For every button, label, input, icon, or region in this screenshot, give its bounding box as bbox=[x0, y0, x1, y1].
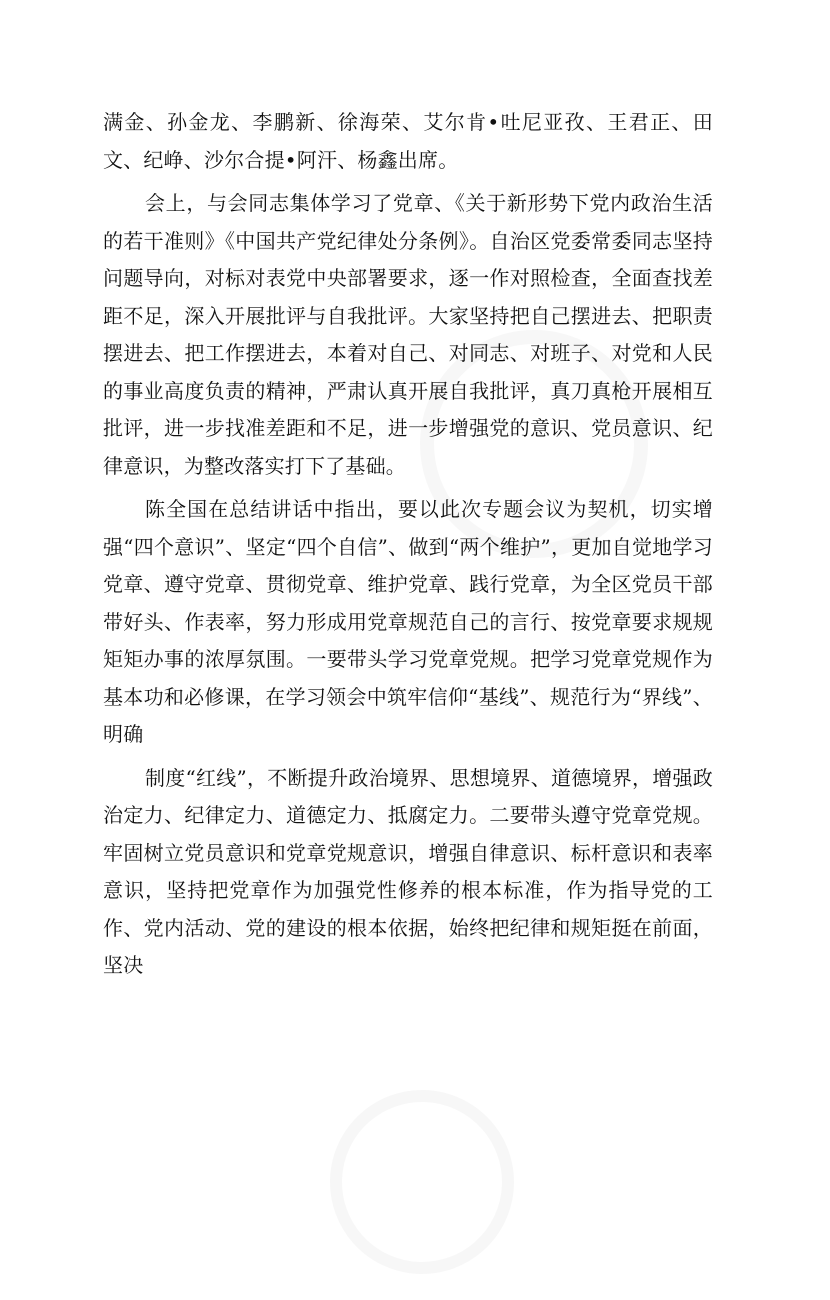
paragraph-red-line: 制度“红线”，不断提升政治境界、思想境界、道德境界，增强政治定力、纪律定力、道德定力、抵腐定力。二要带头遵守党章党规。牢固树立党员意识和党章党规意识，增强自律意识、标杆意识和表率意识，坚持把党章作为加强党性修养的根本标准，作为指导党的工作、党内活动、党的建设的根本依据，始终把纪律和规矩挺在前面，坚决 bbox=[103, 765, 713, 977]
watermark-seal-bottom bbox=[304, 1064, 540, 1300]
paragraph-meeting-study: 会上，与会同志集体学习了党章、《关于新形势下党内政治生活的若干准则》《中国共产党纪律处分条例》。自治区党委常委同志坚持问题导向，对标对表党中央部署要求，逐一作对照检查，全面查找差距不足，深入开展批评与自我批评。大家坚持把自己摆进去、把职责摆进去、把工作摆进去，本着对自己、对同志、对班子、对党和人民的事业高度负责的精神，严肃认真开展自我批评，真刀真枪开展相互批评，进一步找准差距和不足，进一步增强党的意识、党员意识、纪律意识，为整改落实打下了基础。 bbox=[103, 191, 713, 478]
document-body bbox=[103, 104, 713, 991]
paragraph-attendees: 满金、孙金龙、李鹏新、徐海荣、艾尔肯•吐尼亚孜、王君正、田文、纪峥、沙尔合提•阿汗、杨鑫出席。 bbox=[103, 110, 713, 172]
paragraph-summary-speech: 陈全国在总结讲话中指出，要以此次专题会议为契机，切实增强“四个意识”、坚定“四个自信”、做到“两个维护”，更加自觉地学习党章、遵守党章、贯彻党章、维护党章、践行党章，为全区党员干部带好头、作表率，努力形成用党章规范自己的言行、按党章要求规规矩矩办事的浓厚氛围。一要带头学习党章党规。把学习党章党规作为基本功和必修课，在学习领会中筑牢信仰“基线”、规范行为“界线”、明确 bbox=[103, 497, 713, 746]
